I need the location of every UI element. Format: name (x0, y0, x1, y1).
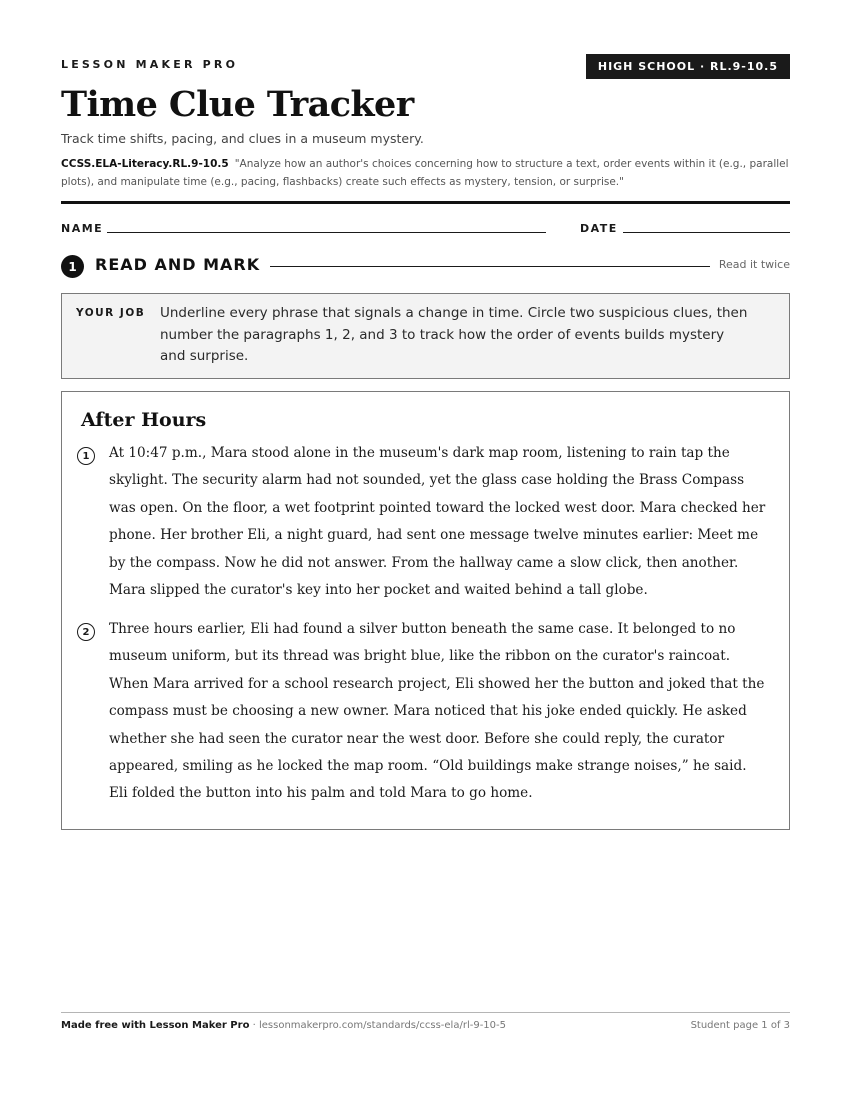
paragraph-number-badge: 2 (77, 623, 95, 641)
name-field[interactable] (107, 232, 546, 233)
section-divider (270, 266, 710, 267)
header-divider (61, 201, 790, 204)
standard-code: CCSS.ELA-Literacy.RL.9-10.5 (61, 158, 229, 170)
footer-credit (61, 1020, 506, 1031)
job-label: YOUR JOB (76, 307, 146, 319)
footer-made-by: Made free with Lesson Maker Pro (61, 1020, 250, 1031)
footer-divider (61, 1012, 790, 1013)
story-title: After Hours (81, 409, 207, 431)
section-title: READ AND MARK (95, 255, 261, 274)
paragraph-text: Three hours earlier, Eli had found a silver button beneath the same case. It belonged to no museum uniform, but its thread was bright blue, like the ribbon on the curator's raincoat. When Mara arrived for a school research project, Eli showed her the button and joked that the compass must be choosing a new owner. Mara noticed that his joke ended quickly. He asked whether she had seen the curator near the west door. Before she could reply, the curator appeared, smiling as he locked the map room. “Old buildings make strange noises,” he said. Eli folded the button into his palm and told Mara to go home. (109, 621, 765, 802)
paragraph-text: At 10:47 p.m., Mara stood alone in the museum's dark map room, listening to rain tap the skylight. The security alarm had not sounded, yet the glass case holding the Brass Compass was open. On the floor, a wet footprint pointed toward the locked west door. Mara checked her phone. Her brother Eli, a night guard, had sent one message twelve minutes earlier: Meet me by the compass. Now he did not answer. From the hallway came a slow click, then another. Mara slipped the curator's key into her pocket and waited behind a tall globe. (109, 445, 766, 599)
story-passage-box (61, 391, 790, 830)
job-text: Underline every phrase that signals a change in time. Circle two suspicious clues, then number the paragraphs 1, 2, and 3 to track how the order of events builds mystery and surprise. (160, 305, 748, 364)
standard-description (61, 155, 790, 191)
brand-name: LESSON MAKER PRO (61, 58, 239, 71)
page-subtitle: Track time shifts, pacing, and clues in a museum mystery. (61, 131, 424, 146)
grade-badge: HIGH SCHOOL · RL.9-10.5 (586, 54, 790, 79)
footer-page-number: Student page 1 of 3 (690, 1020, 790, 1031)
job-instructions-box (61, 293, 790, 379)
worksheet-page (61, 0, 790, 1100)
paragraph-number-badge: 1 (77, 447, 95, 465)
standard-text: "Analyze how an author's choices concerning how to structure a text, order events within it (e.g., parallel plots), and manipulate time (e.g., pacing, flashbacks) create such effects as mystery, tension, or surprise." (61, 158, 789, 188)
footer-url[interactable]: · lessonmakerpro.com/standards/ccss-ela/rl-9-10-5 (252, 1020, 506, 1031)
section-number-badge: 1 (61, 255, 84, 278)
name-label: NAME (61, 222, 104, 235)
section-note: Read it twice (718, 258, 790, 271)
date-field[interactable] (623, 232, 790, 233)
date-label: DATE (580, 222, 618, 235)
page-title: Time Clue Tracker (61, 84, 414, 125)
